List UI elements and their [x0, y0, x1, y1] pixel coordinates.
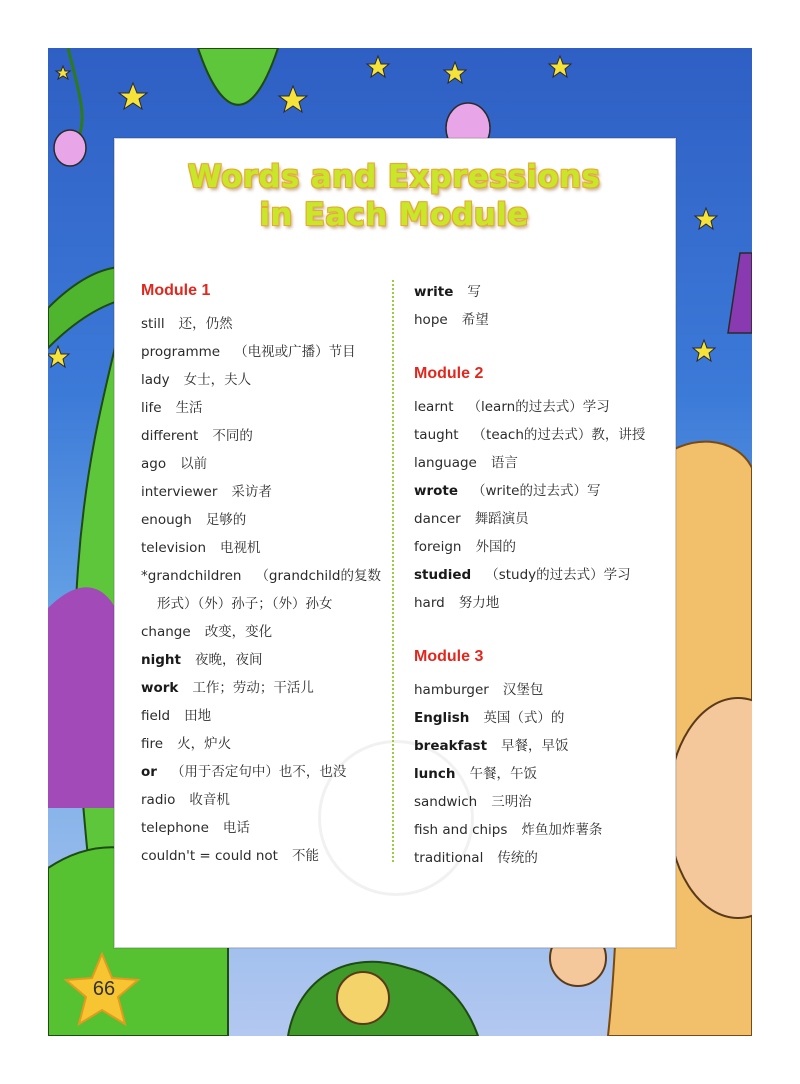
entry-meaning: 传统的	[497, 850, 538, 866]
entry-word: hard	[414, 595, 445, 611]
entry-word: programme	[141, 344, 221, 360]
vocab-entry	[141, 480, 272, 500]
entry-meaning: 舞蹈演员	[474, 511, 529, 527]
vocab-entry	[414, 563, 631, 583]
vocab-entry	[141, 536, 261, 556]
page-number: 66	[92, 978, 116, 1000]
entry-meaning: 工作；劳动；干活儿	[192, 680, 314, 696]
entry-word: hope	[414, 312, 448, 328]
vocab-entry	[141, 704, 211, 724]
title-line-1: Words and Expressions	[187, 159, 601, 195]
entry-meaning: 写	[467, 284, 481, 300]
vocab-entry	[141, 844, 319, 864]
vocab-entry	[141, 648, 262, 668]
entry-word: lady	[141, 372, 170, 388]
module-3-heading: Module 3	[414, 648, 484, 665]
entry-word: traditional	[414, 850, 484, 866]
entry-meaning: 夜晚，夜间	[194, 652, 263, 668]
vocab-entry	[414, 423, 645, 443]
entry-meaning: 语言	[490, 455, 518, 471]
vocab-entry	[141, 452, 207, 472]
entry-meaning: （用于否定句中）也不，也没	[170, 764, 347, 780]
entry-word: wrote	[414, 483, 459, 499]
entry-meaning: 采访者	[231, 484, 272, 500]
vocab-entry	[414, 507, 529, 527]
entry-word: interviewer	[141, 484, 218, 500]
entry-word: couldn't = could not	[141, 848, 278, 864]
entry-meaning: 不能	[291, 848, 319, 864]
vocab-entry	[414, 706, 564, 726]
entry-meaning: 女士，夫人	[183, 372, 252, 388]
entry-meaning: 还，仍然	[178, 316, 233, 332]
vocab-entry	[414, 280, 481, 300]
entry-word: still	[141, 316, 165, 332]
entry-word: or	[141, 764, 157, 780]
vocab-entry	[414, 591, 499, 611]
entry-word: television	[141, 540, 206, 556]
vocab-entry	[414, 535, 516, 555]
entry-word: breakfast	[414, 738, 488, 754]
entry-meaning: 希望	[461, 312, 489, 328]
entry-meaning: 以前	[180, 456, 208, 472]
entry-word: telephone	[141, 820, 209, 836]
entry-word: lunch	[414, 766, 456, 782]
vocab-entry	[141, 564, 381, 584]
entry-word: studied	[414, 567, 472, 583]
entry-word: language	[414, 455, 477, 471]
entry-meaning: 改变，变化	[204, 624, 273, 640]
vocab-entry	[141, 788, 230, 808]
vocab-entry	[414, 479, 600, 499]
entry-word: change	[141, 624, 191, 640]
vocab-entry	[414, 308, 489, 328]
module-1-heading: Module 1	[141, 282, 211, 299]
vocab-entry	[414, 678, 543, 698]
vocab-entry	[414, 451, 518, 471]
entry-word: ago	[141, 456, 167, 472]
entry-word: write	[414, 284, 454, 300]
entry-meaning: （teach的过去式）教，讲授	[472, 427, 646, 443]
vocab-entry	[414, 395, 610, 415]
vocab-entry	[414, 734, 569, 754]
entry-word: life	[141, 400, 162, 416]
entry-meaning: （电视或广播）节目	[234, 344, 356, 360]
page-title	[114, 158, 674, 234]
entry-word: dancer	[414, 511, 461, 527]
entry-meaning: 火，炉火	[177, 736, 232, 752]
entry-word: fire	[141, 736, 164, 752]
entry-meaning: 电话	[222, 820, 250, 836]
entry-word: field	[141, 708, 171, 724]
vocab-entry	[141, 396, 203, 416]
vocab-entry	[141, 760, 346, 780]
vocab-entry	[414, 790, 532, 810]
entry-meaning: 电视机	[220, 540, 261, 556]
entry-word: fish and chips	[414, 822, 508, 838]
vocab-entry	[141, 676, 314, 696]
vocab-entry	[414, 818, 602, 838]
entry-meaning: （study的过去式）学习	[485, 567, 631, 583]
vocab-entry	[141, 340, 356, 360]
entry-meaning: 生活	[175, 400, 203, 416]
vocab-entry	[414, 762, 537, 782]
vocab-entry	[141, 368, 251, 388]
entry-meaning: 外国的	[475, 539, 516, 555]
vocab-entry	[141, 620, 272, 640]
module-2-heading: Module 2	[414, 365, 484, 382]
vocab-entry	[414, 846, 538, 866]
entry-word: enough	[141, 512, 192, 528]
entry-word: foreign	[414, 539, 462, 555]
entry-meaning: （learn的过去式）学习	[467, 399, 610, 415]
entry-meaning: 足够的	[205, 512, 247, 528]
entry-word: different	[141, 428, 199, 444]
entry-word: hamburger	[414, 682, 489, 698]
column-divider	[392, 280, 394, 862]
entry-word: night	[141, 652, 181, 668]
vocab-entry	[141, 508, 246, 528]
vocab-entry	[141, 732, 231, 752]
entry-word: English	[414, 710, 470, 726]
title-line-2: in Each Module	[259, 197, 529, 233]
entry-meaning: 收音机	[189, 792, 230, 808]
entry-meaning: 不同的	[212, 428, 253, 444]
entry-meaning: 努力地	[458, 595, 500, 611]
entry-meaning: 汉堡包	[502, 682, 544, 698]
entry-word: radio	[141, 792, 176, 808]
entry-word: taught	[414, 427, 459, 443]
entry-meaning: 午餐，午饭	[469, 766, 537, 782]
entry-meaning: （grandchild的复数	[255, 568, 382, 584]
entry-meaning-continuation: 形式）（外）孙子；（外）孙女	[157, 596, 333, 612]
entry-meaning: 田地	[184, 708, 212, 724]
entry-meaning: 早餐，早饭	[501, 738, 569, 754]
entry-meaning: 英国（式）的	[483, 710, 565, 726]
vocab-entry	[141, 424, 253, 444]
entry-word: learnt	[414, 399, 454, 415]
vocab-entry	[141, 816, 250, 836]
entry-meaning: 三明治	[491, 794, 532, 810]
entry-word: sandwich	[414, 794, 478, 810]
entry-word: work	[141, 680, 179, 696]
entry-meaning: 炸鱼加炸薯条	[521, 822, 603, 838]
entry-word: *grandchildren	[141, 568, 242, 584]
entry-meaning: （write的过去式）写	[472, 483, 601, 499]
vocab-entry	[141, 312, 233, 332]
